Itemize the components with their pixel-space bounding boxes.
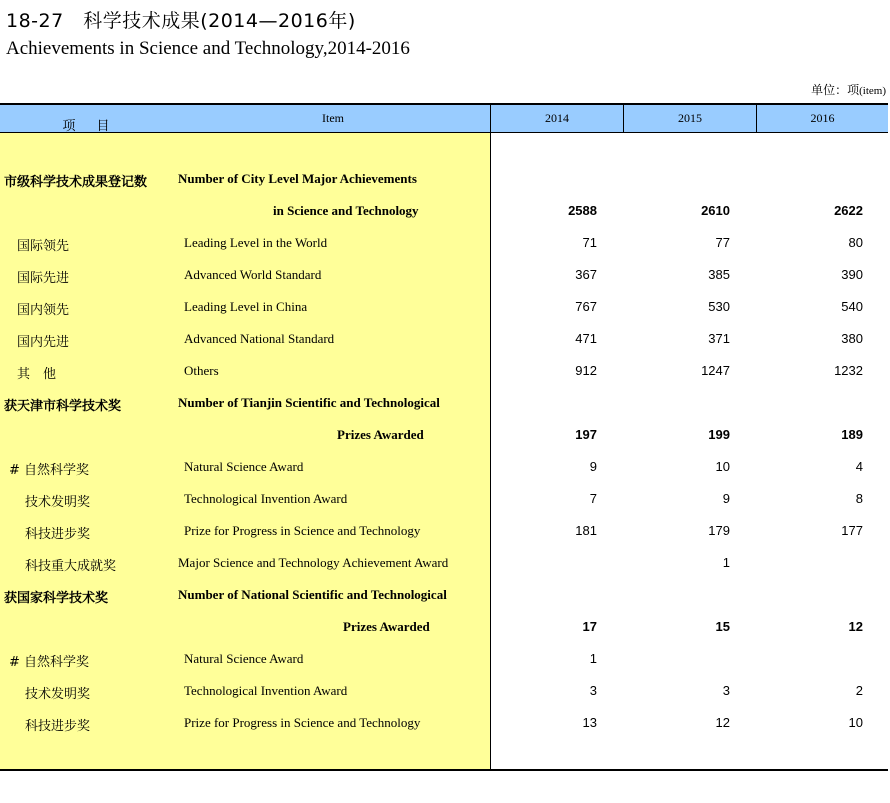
table-row [0, 163, 890, 195]
cell-2014: 912 [575, 363, 597, 378]
row-label-en: Natural Science Award [184, 651, 304, 666]
cell-2016: 540 [841, 299, 863, 314]
cell-2015: 9 [722, 491, 730, 506]
row-label-en: Natural Science Award [184, 459, 304, 474]
table-row [0, 291, 890, 323]
table-row [0, 515, 890, 547]
row-label-cn: 国内领先 [17, 303, 70, 318]
row-label-cn: 科技进步奖 [25, 719, 91, 734]
cell-2016: 10 [848, 715, 863, 730]
row-label-en: Leading Level in China [184, 299, 308, 314]
cell-2014: 3 [589, 683, 597, 698]
cell-2015: 10 [715, 459, 730, 474]
cell-2015: 3 [722, 683, 730, 698]
header-year-2016: 2016 [810, 111, 835, 125]
cell-2014: 9 [589, 459, 597, 474]
cell-2016: 2 [855, 683, 863, 698]
table-row [0, 323, 890, 355]
row-label-cn: 技术发明奖 [25, 687, 91, 702]
table-row [0, 643, 890, 675]
cell-2015: 1 [722, 555, 730, 570]
table-row [0, 611, 890, 643]
cell-2016: 2622 [834, 203, 863, 218]
table-header [0, 103, 888, 133]
table-row [0, 419, 890, 451]
cell-2016: 380 [841, 331, 863, 346]
header-year-2015: 2015 [678, 111, 702, 125]
cell-2016: 1232 [834, 363, 863, 378]
table-title-cn: 18-27 科学技术成果(2014—2016年) [6, 10, 356, 32]
cell-2015: 77 [715, 235, 730, 250]
row-label-cn: # 自然科学奖 [9, 655, 90, 670]
cell-2015: 530 [708, 299, 730, 314]
row-label-en: Advanced National Standard [184, 331, 335, 346]
header-item-en: Item [322, 111, 344, 125]
row-label-en: Prizes Awarded [337, 427, 424, 442]
row-label-en: Prize for Progress in Science and Technology [184, 715, 421, 730]
cell-2015: 15 [715, 619, 730, 634]
row-label-en: Number of National Scientific and Technological [178, 587, 447, 602]
cell-2015: 2610 [701, 203, 730, 218]
cell-2014: 17 [582, 619, 597, 634]
cell-2016: 189 [841, 427, 863, 442]
table-row [0, 451, 890, 483]
table-row [0, 195, 890, 227]
row-label-cn: 获国家科学技术奖 [4, 591, 109, 606]
cell-2016: 12 [848, 619, 863, 634]
cell-2014: 367 [575, 267, 597, 282]
row-label-cn: 科技重大成就奖 [25, 559, 117, 574]
table-row [0, 259, 890, 291]
cell-2015: 12 [715, 715, 730, 730]
unit-label [811, 81, 886, 98]
row-label-en: Prizes Awarded [343, 619, 430, 634]
row-label-cn: 科技进步奖 [25, 527, 91, 542]
cell-2015: 199 [708, 427, 730, 442]
row-label-cn: 国际先进 [17, 271, 70, 286]
cell-2014: 197 [575, 427, 597, 442]
row-label-en: Leading Level in the World [184, 235, 328, 250]
row-label-en: in Science and Technology [273, 203, 419, 218]
cell-2016: 390 [841, 267, 863, 282]
unit-label-cn: 单位：项 [811, 83, 860, 97]
row-label-en: Advanced World Standard [184, 267, 322, 282]
row-label-en: Technological Invention Award [184, 491, 348, 506]
table-row [0, 227, 890, 259]
row-label-cn: 其 他 [17, 367, 57, 382]
table-row [0, 483, 890, 515]
table-title-en: Achievements in Science and Technology,2014-2016 [6, 38, 410, 59]
row-label-en: Prize for Progress in Science and Technology [184, 523, 421, 538]
cell-2014: 71 [582, 235, 597, 250]
table-row [0, 547, 890, 579]
header-item-cn: 项 目 [62, 119, 114, 134]
table-row [0, 355, 890, 387]
cell-2014: 13 [582, 715, 597, 730]
cell-2016: 177 [841, 523, 863, 538]
row-label-en: Number of Tianjin Scientific and Technological [178, 395, 440, 410]
row-label-cn: 市级科学技术成果登记数 [4, 175, 148, 190]
row-label-en: Technological Invention Award [184, 683, 348, 698]
cell-2015: 1247 [701, 363, 730, 378]
row-label-cn: 获天津市科学技术奖 [4, 399, 122, 414]
cell-2014: 471 [575, 331, 597, 346]
table-bottom-rule [0, 769, 888, 771]
cell-2016: 8 [855, 491, 863, 506]
cell-2016: 4 [855, 459, 863, 474]
row-label-en: Others [184, 363, 219, 378]
table-row [0, 707, 890, 739]
row-label-en: Major Science and Technology Achievement Award [178, 555, 449, 570]
row-label-cn: 国际领先 [17, 239, 70, 254]
header-year-2014: 2014 [545, 111, 569, 125]
row-label-cn: 技术发明奖 [25, 495, 91, 510]
row-label-cn: 国内先进 [17, 335, 70, 350]
cell-2015: 385 [708, 267, 730, 282]
cell-2014: 181 [575, 523, 597, 538]
cell-2015: 371 [708, 331, 730, 346]
cell-2014: 2588 [568, 203, 597, 218]
cell-2016: 80 [848, 235, 863, 250]
cell-2015: 179 [708, 523, 730, 538]
table-row [0, 387, 890, 419]
table-row [0, 579, 890, 611]
row-label-cn: # 自然科学奖 [9, 463, 90, 478]
unit-label-en: (item) [859, 85, 886, 97]
cell-2014: 1 [589, 651, 597, 666]
row-label-en: Number of City Level Major Achievements [178, 171, 417, 186]
cell-2014: 767 [575, 299, 597, 314]
cell-2014: 7 [589, 491, 597, 506]
table-row [0, 675, 890, 707]
table-body [0, 163, 890, 739]
